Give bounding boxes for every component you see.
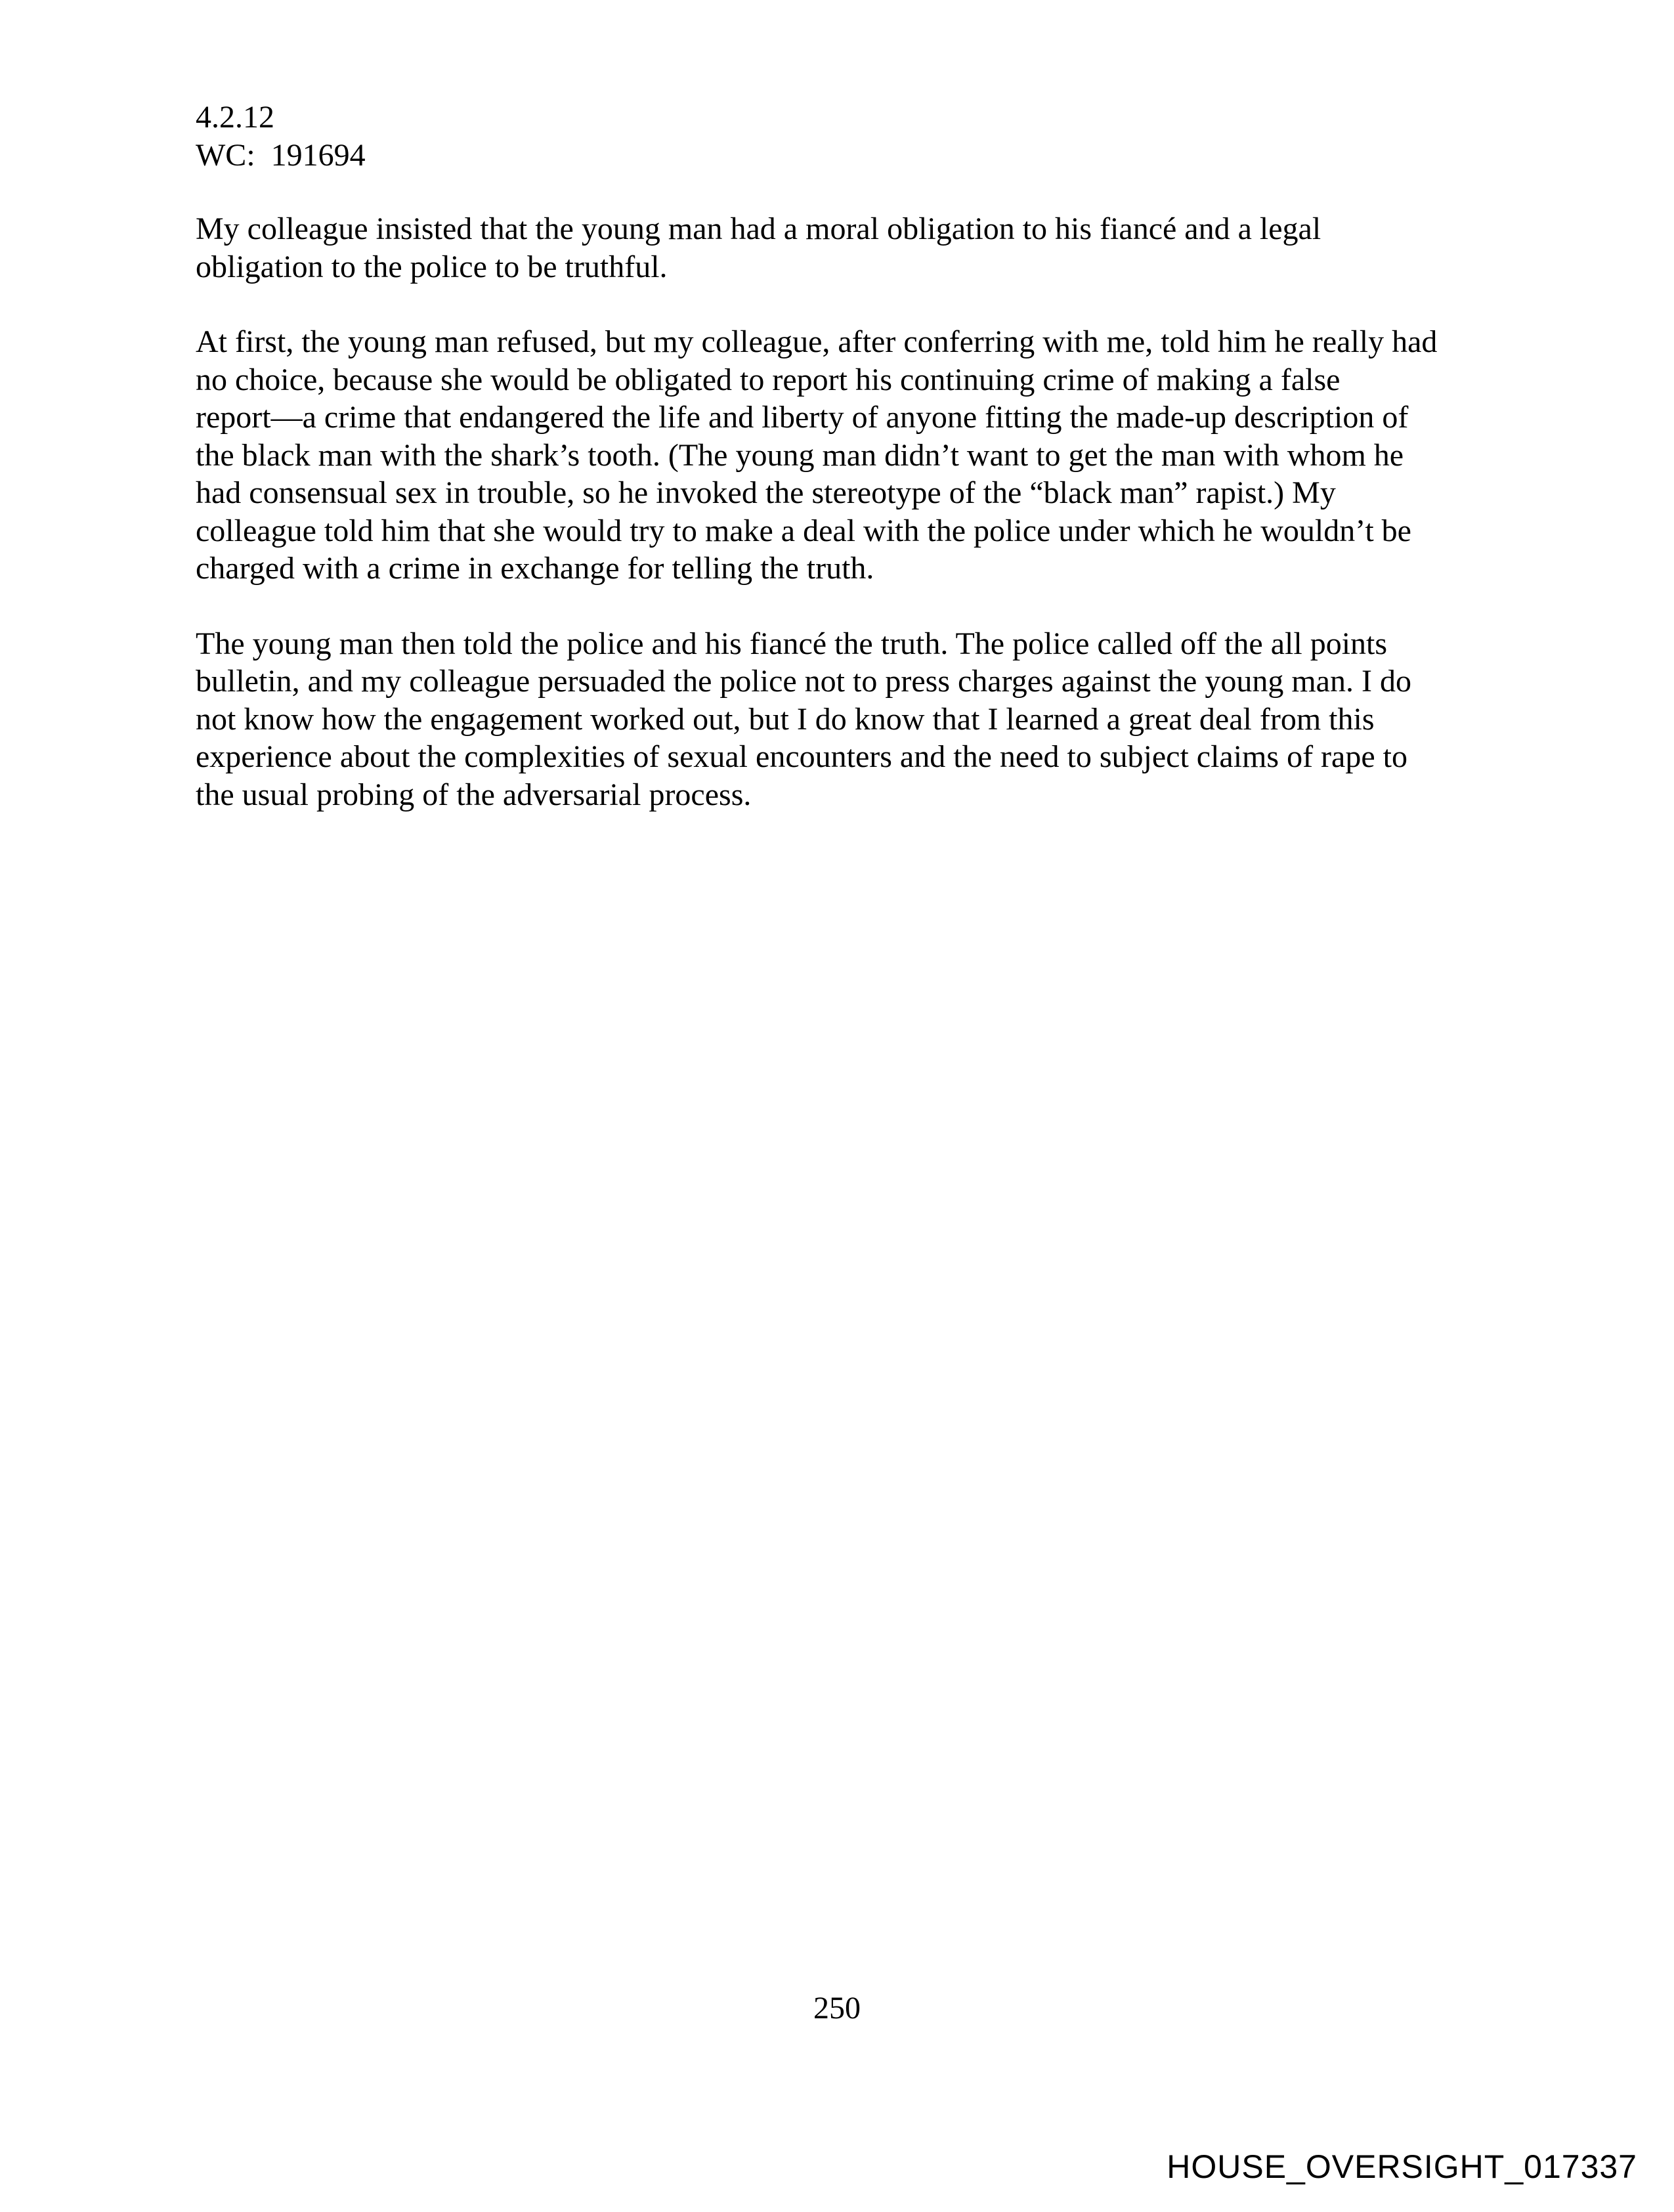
text-line: At first, the young man refused, but my colleague, after conferring with me, told him he really had — [196, 324, 1438, 359]
text-line: charged with a crime in exchange for telling the truth. — [196, 551, 874, 586]
bates-number: HOUSE_OVERSIGHT_017337 — [1167, 2148, 1637, 2185]
text-line: My colleague insisted that the young man had a moral obligation to his fiancé and a legal — [196, 211, 1321, 246]
header-date: 4.2.12 — [196, 100, 274, 135]
document-body — [196, 210, 1495, 851]
paragraph-3 — [196, 625, 1495, 814]
paragraph-2 — [196, 323, 1495, 588]
text-line: bulletin, and my colleague persuaded the police not to press charges against the young man. I do — [196, 664, 1411, 699]
paragraph-1 — [196, 210, 1495, 286]
text-line: the usual probing of the adversarial process. — [196, 777, 752, 812]
text-line: the black man with the shark’s tooth. (The young man didn’t want to get the man with whom he — [196, 437, 1404, 473]
text-line: report—a crime that endangered the life and liberty of anyone fitting the made-up description of — [196, 400, 1409, 435]
text-line: had consensual sex in trouble, so he invoked the stereotype of the “black man” rapist.) My — [196, 475, 1336, 510]
page-number: 250 — [813, 1991, 861, 2026]
text-line: experience about the complexities of sexual encounters and the need to subject claims of rape to — [196, 739, 1407, 774]
header-word-count: WC: 191694 — [196, 138, 366, 173]
text-line: not know how the engagement worked out, but I do know that I learned a great deal from this — [196, 701, 1375, 737]
document-header — [196, 98, 366, 175]
text-line: no choice, because she would be obligated to report his continuing crime of making a false — [196, 362, 1341, 397]
text-line: The young man then told the police and his fiancé the truth. The police called off the all points — [196, 626, 1388, 661]
text-line: obligation to the police to be truthful. — [196, 249, 668, 284]
text-line: colleague told him that she would try to make a deal with the police under which he wouldn’t be — [196, 513, 1411, 548]
